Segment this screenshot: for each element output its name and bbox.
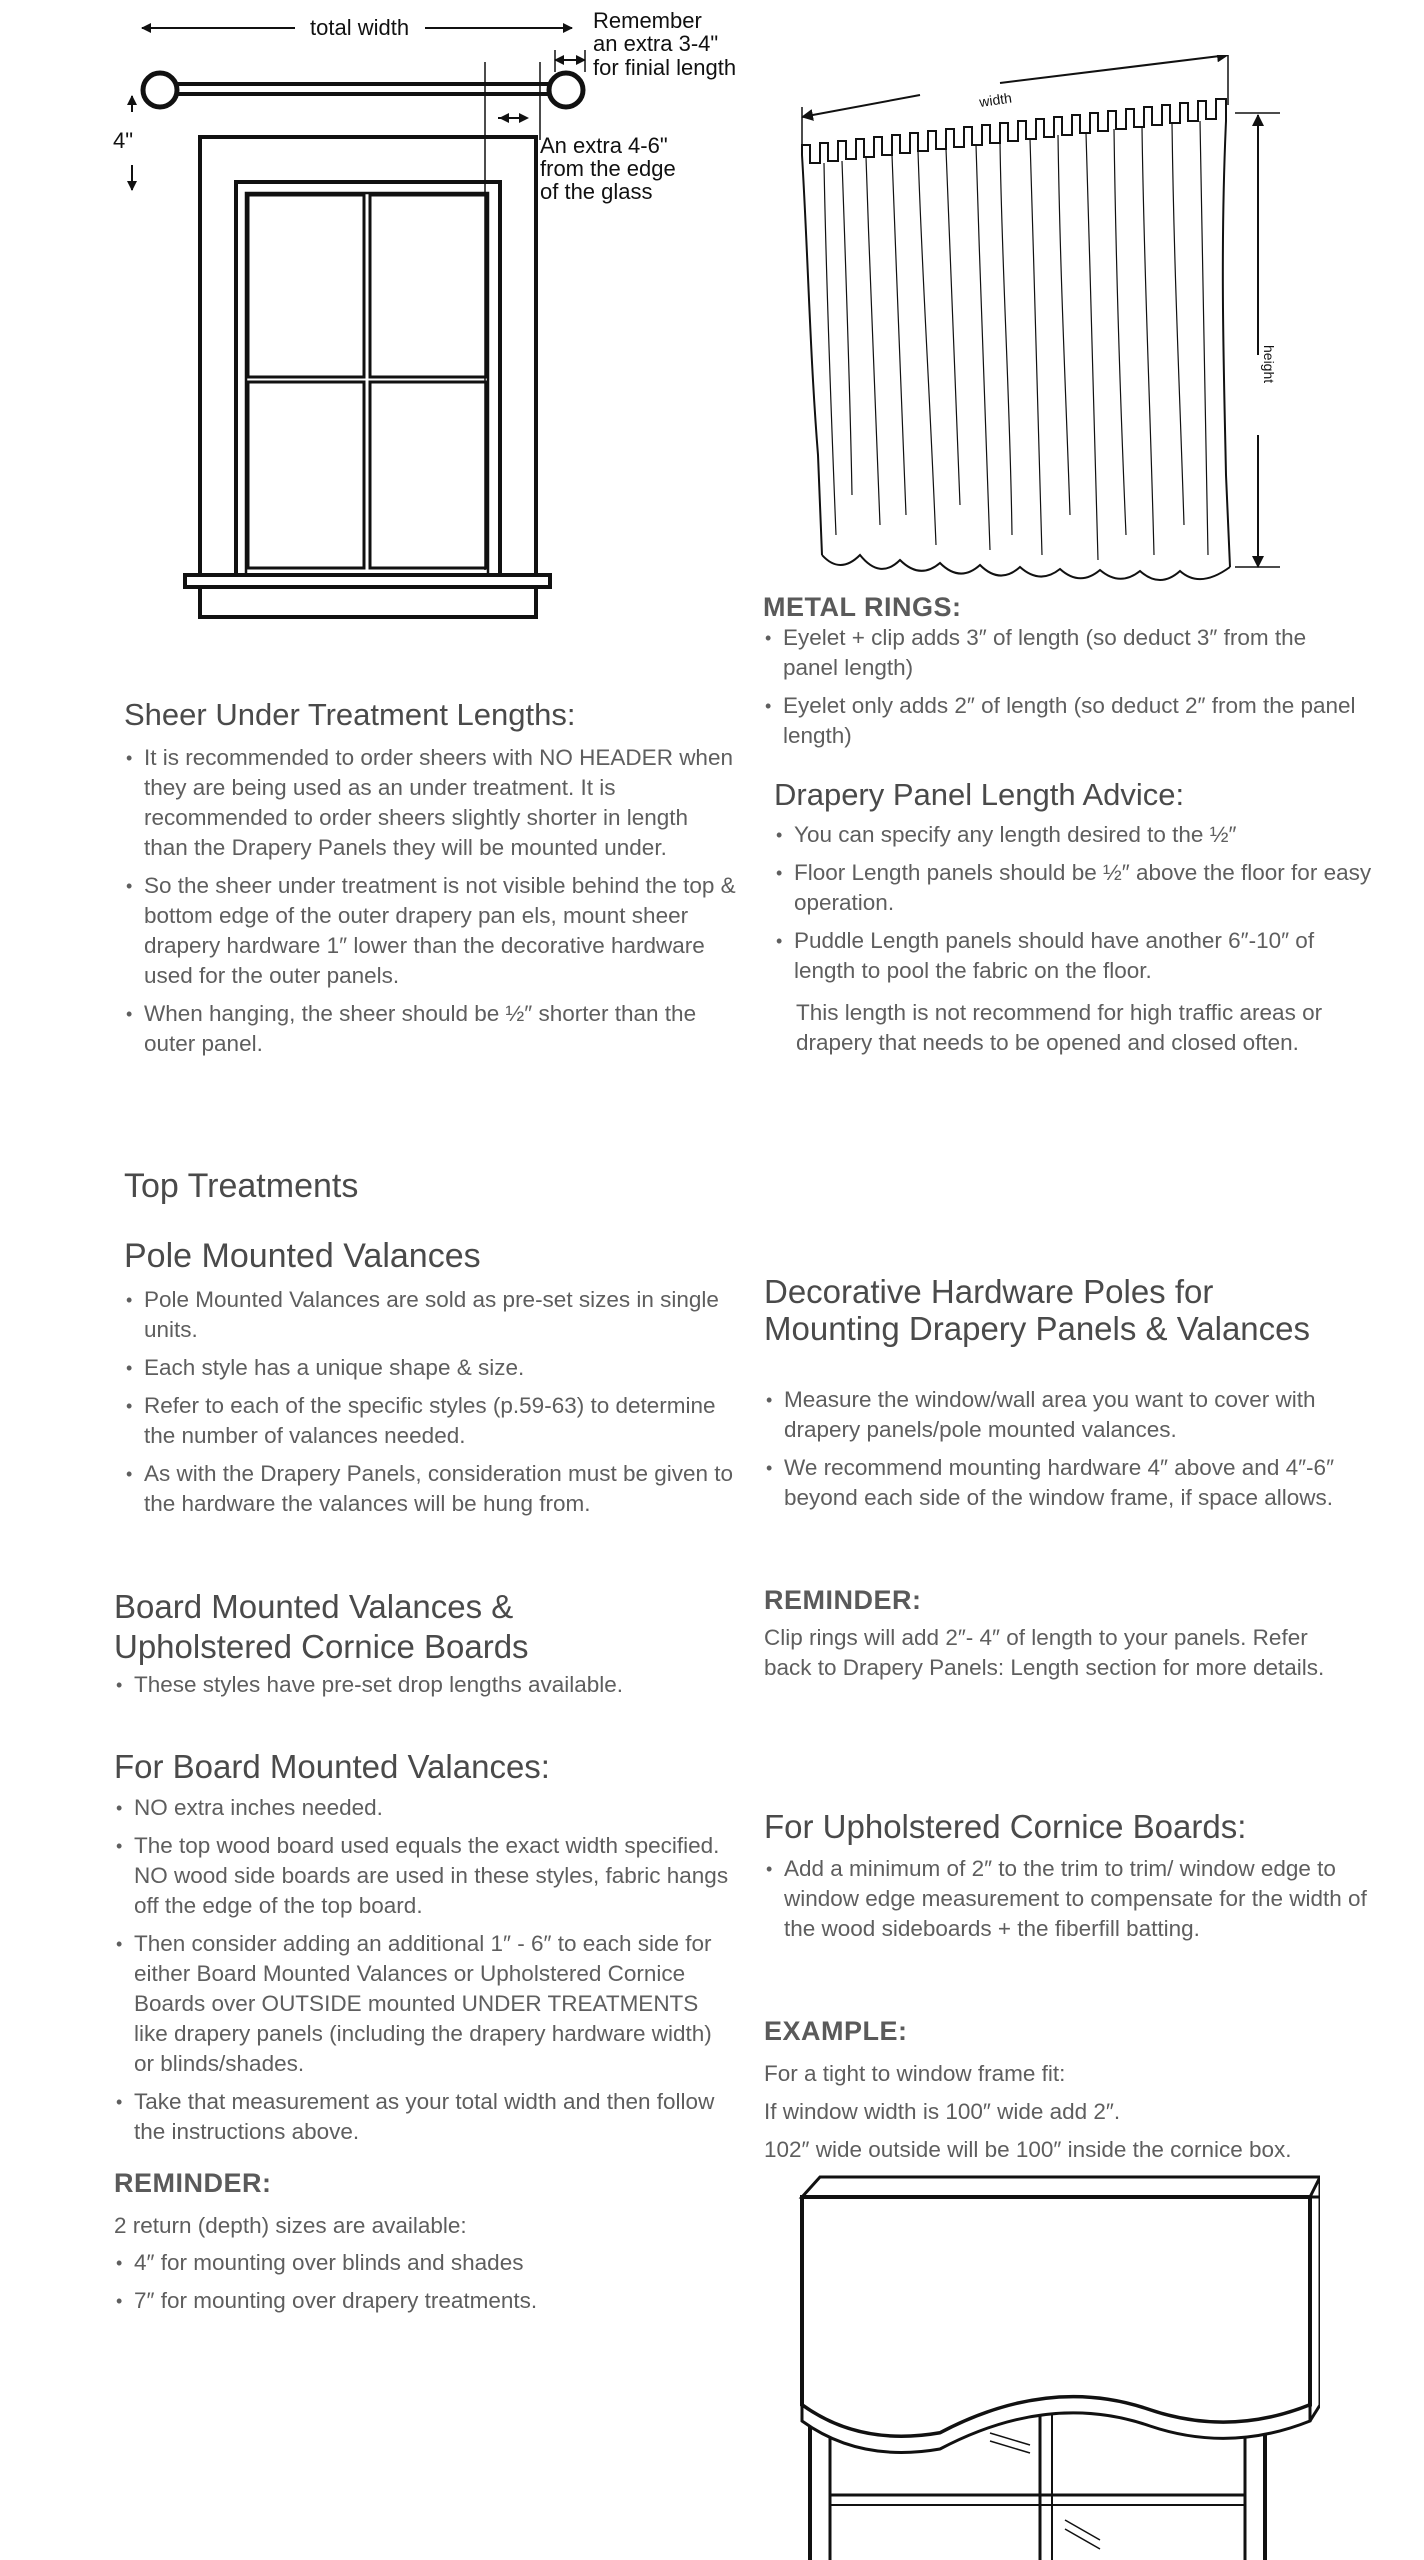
decorative-hardware-list	[766, 1385, 1366, 1521]
list-item: • Each style has a unique shape & size.	[126, 1353, 736, 1383]
list-item: • 7″ for mounting over drapery treatments.	[116, 2286, 736, 2316]
list-item: • Floor Length panels should be ½″ above the floor for easy operation.	[776, 858, 1376, 918]
metal-rings-list	[765, 623, 1365, 759]
pole-mounted-list	[126, 1285, 736, 1527]
svg-text:width: width	[978, 89, 1013, 110]
cornice-box-diagram	[790, 2175, 1320, 2560]
top-treatments-title: Top Treatments	[124, 1167, 359, 1205]
drapery-advice-title: Drapery Panel Length Advice:	[774, 777, 1185, 812]
list-item: • These styles have pre-set drop lengths available.	[116, 1670, 736, 1700]
finial-note-3: for finial length	[593, 55, 737, 80]
height-4in-label: 4"	[113, 128, 134, 153]
list-item: • So the sheer under treatment is not visible behind the top & bottom edge of the outer drapery pan els, mount sheer drapery hardware 1″ lower than the decorative hardware used for the outer panels.	[126, 871, 736, 991]
finial-note-2: an extra 3-4"	[593, 31, 719, 56]
list-item: • When hanging, the sheer should be ½″ shorter than the outer panel.	[126, 999, 736, 1059]
example-title: EXAMPLE:	[764, 2016, 908, 2046]
list-item: • Pole Mounted Valances are sold as pre-set sizes in single units.	[126, 1285, 736, 1345]
board-cornice-title: Board Mounted Valances & Upholstered Cornice Boards	[114, 1588, 529, 1665]
edge-note-3: of the glass	[540, 179, 653, 204]
list-item: • You can specify any length desired to the ½″	[776, 820, 1376, 850]
list-item: • 4″ for mounting over blinds and shades	[116, 2248, 736, 2278]
example-line-2: If window width is 100″ wide add 2″.	[764, 2099, 1121, 2124]
list-item: • It is recommended to order sheers with NO HEADER when they are being used as an under treatment. It is recommended to order sheers slightly shorter in length than the Drapery Panels they will be mounted under.	[126, 743, 736, 863]
list-item: • NO extra inches needed.	[116, 1793, 736, 1823]
list-item: • Then consider adding an additional 1″ - 6″ to each side for either Board Mounted Valances or Upholstered Cornice Boards over OUTSIDE mounted UNDER TREATMENTS like drapery panels (including the drapery hardware width) or blinds/shades.	[116, 1929, 736, 2079]
board-mounted-list	[116, 1793, 736, 2155]
sheer-list	[126, 743, 736, 1067]
sheer-title: Sheer Under Treatment Lengths:	[124, 697, 576, 732]
list-item: • Measure the window/wall area you want to cover with drapery panels/pole mounted valances.	[766, 1385, 1366, 1445]
board-mounted-title: For Board Mounted Valances:	[114, 1748, 550, 1785]
reminder-left-intro: 2 return (depth) sizes are available:	[114, 2213, 467, 2238]
reminder-right-text: Clip rings will add 2″- 4″ of length to your panels. Refer back to Drapery Panels: Length section for more details.	[764, 1625, 1325, 1680]
list-item: • Puddle Length panels should have another 6″-10″ of length to pool the fabric on the floor.	[776, 926, 1376, 986]
drapery-panel-diagram	[780, 55, 1300, 595]
list-item: • Eyelet + clip adds 3″ of length (so deduct 3″ from the panel length)	[765, 623, 1365, 683]
edge-note-1: An extra 4-6"	[540, 133, 668, 158]
decorative-hardware-title: Decorative Hardware Poles for Mounting Drapery Panels & Valances	[764, 1273, 1311, 1347]
list-item: • Take that measurement as your total width and then follow the instructions above.	[116, 2087, 736, 2147]
drapery-advice-note: This length is not recommend for high traffic areas or drapery that needs to be opened and closed often.	[796, 1000, 1323, 1055]
reminder-left-title: REMINDER:	[114, 2168, 272, 2198]
pole-mounted-title: Pole Mounted Valances	[124, 1237, 481, 1275]
finial-note-1: Remember	[593, 8, 702, 33]
list-item: • The top wood board used equals the exact width specified. NO wood side boards are used in these styles, fabric hangs off the edge of the top board.	[116, 1831, 736, 1921]
total-width-label: total width	[310, 15, 410, 40]
drapery-advice-list	[776, 820, 1376, 994]
upholstered-cornice-title: For Upholstered Cornice Boards:	[764, 1808, 1247, 1845]
list-item: • As with the Drapery Panels, consideration must be given to the hardware the valances will be hung from.	[126, 1459, 736, 1519]
list-item: • Add a minimum of 2″ to the trim to trim/ window edge to window edge measurement to compensate for the width of the wood sideboards + the fiberfill batting.	[766, 1854, 1376, 1944]
board-cornice-list	[116, 1670, 736, 1708]
list-item: • Refer to each of the specific styles (p.59-63) to determine the number of valances needed.	[126, 1391, 736, 1451]
edge-note-2: from the edge	[540, 156, 676, 181]
example-line-3: 102″ wide outside will be 100″ inside the cornice box.	[764, 2137, 1292, 2162]
metal-rings-title: METAL RINGS:	[763, 592, 962, 622]
reminder-right-title: REMINDER:	[764, 1585, 922, 1615]
upholstered-cornice-list	[766, 1854, 1376, 1952]
list-item: • We recommend mounting hardware 4″ above and 4″-6″ beyond each side of the window frame, if space allows.	[766, 1453, 1366, 1513]
list-item: • Eyelet only adds 2″ of length (so deduct 2″ from the panel length)	[765, 691, 1365, 751]
example-line-1: For a tight to window frame fit:	[764, 2061, 1066, 2086]
svg-text:height: height	[1261, 345, 1277, 384]
window-measurement-diagram	[0, 0, 760, 640]
reminder-left-list	[116, 2248, 736, 2324]
